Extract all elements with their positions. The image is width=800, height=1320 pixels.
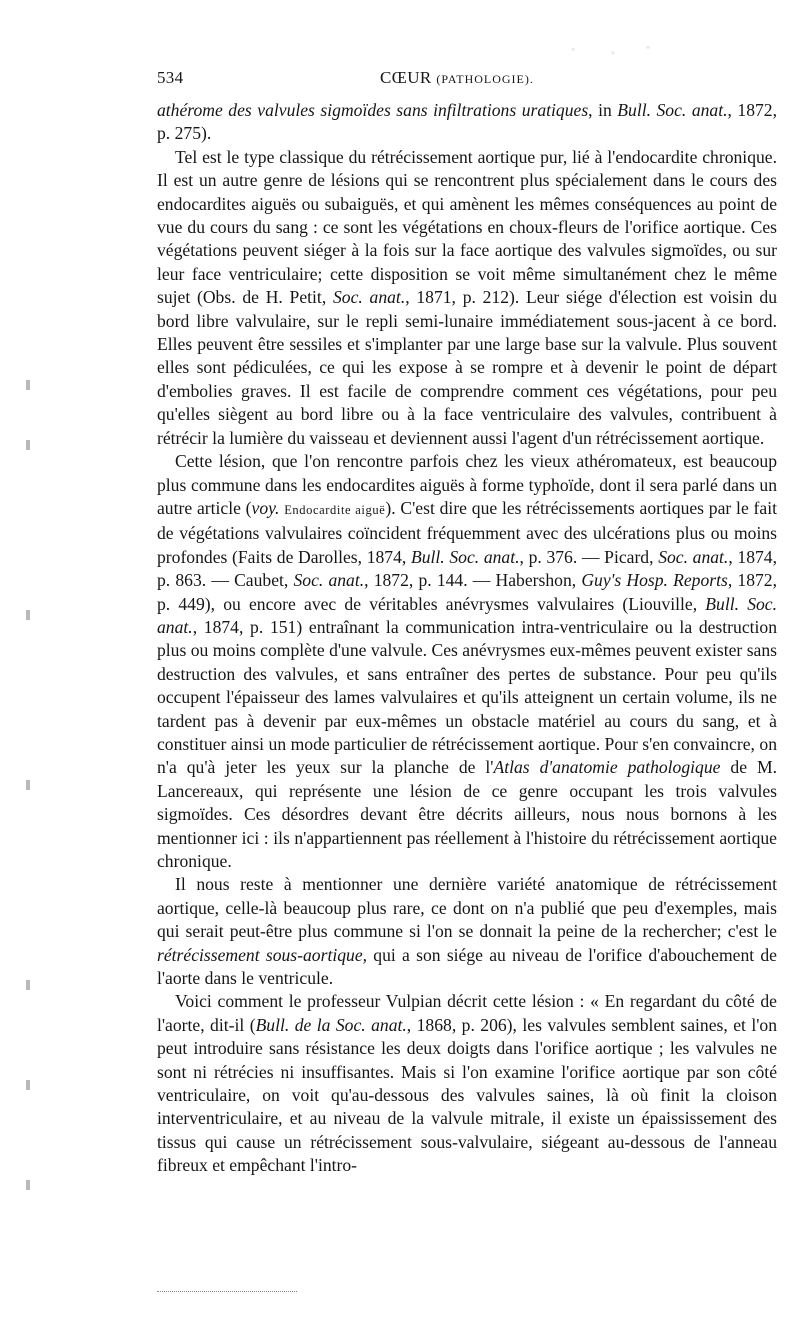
- running-head-title: CŒUR: [380, 68, 432, 87]
- page-header: [157, 68, 777, 94]
- citation-title: Atlas d'anatomie pathologique: [493, 757, 721, 778]
- paragraph-vulpian: [157, 990, 777, 1177]
- scan-mark: [26, 440, 30, 450]
- scan-mark: [26, 780, 30, 790]
- citation-title: Soc. anat.: [293, 570, 365, 591]
- body-text: [157, 99, 777, 1178]
- text-span: Tel est le type classique du rétrécissement aortique pur, lié à l'endocardite chronique. Il est un autre genre de lésions qui se rencontrent plus spécialement dans le cours des endocardites aiguës ou subaiguës, et qui amènent les mêmes conséquences au point de vue du cours du sang : ce sont les végétations en choux-fleurs de l'orifice aortique. Ces végétations peuvent siéger à la fois sur la face aortique des valvules sigmoïdes, ou sur leur face ventriculaire; cette disposition se voit même simultanément chez le même sujet (Obs. de H. Petit,: [157, 146, 777, 308]
- scan-mark: [26, 380, 30, 390]
- text-span: , 1874, p. 863. — Caubet,: [157, 546, 777, 591]
- citation-title: Bull. Soc. anat.: [617, 100, 728, 120]
- text-span: athérome des valvules sigmoïdes sans infiltrations uratiques: [157, 100, 589, 120]
- text-span: , in: [588, 100, 618, 120]
- paragraph-continuation: [157, 99, 777, 146]
- paragraph-lesion: [157, 450, 777, 873]
- text-span: , 1872, p. 275).: [157, 100, 777, 144]
- paragraph-sous-aortique: [157, 873, 777, 990]
- citation-title: Soc. anat.: [658, 546, 729, 567]
- citation-title: Bull. Soc. anat.: [157, 593, 777, 637]
- text-span: , 1871, p. 212). Leur siége d'élection est voisin du bord libre valvulaire, sur le repli semi-lunaire immédiatement sous-jacent à ce bord. Elles peuvent être sessiles et s'implanter par une large base sur la valvule. Plus souvent elles sont pédiculées, ce qui les expose à se rompre et à devenir le point de départ d'embolies graves. Il est facile de comprendre comment ces végétations, pour peu qu'elles siègent au bord libre ou à la face ventriculaire des valvules, contribuent à rétrécir la lumière du vaisseau et deviennent aussi l'agent d'un rétrécissement aortique.: [157, 287, 777, 448]
- citation-title: Bull. de la Soc. anat.: [255, 1014, 407, 1035]
- running-head-subtitle: (PATHOLOGIE).: [436, 72, 534, 86]
- cross-reference: Endocardite aiguë: [284, 502, 386, 517]
- text-span: ). C'est dire que les rétrécissements aortiques par le fait de végétations valvulaires coïncident fréquemment avec des ulcérations plus ou moins profondes (Faits de Darolles, 1874,: [157, 497, 777, 567]
- citation-title: Guy's Hosp. Reports: [581, 570, 728, 591]
- text-span: , qui a son siége au niveau de l'orifice d'abouchement de l'aorte dans le ventricule.: [157, 944, 777, 989]
- scan-speck: [560, 42, 670, 60]
- scan-mark: [26, 980, 30, 990]
- text-span: , 1868, p. 206), les valvules semblent saines, et l'on peut introduire sans résistance les deux doigts dans l'orifice aortique ; les valvules ne sont ni rétrécies ni insuffisantes. Mais si l'on examine l'orifice aortique par son côté ventriculaire, on voit qu'au-dessous des valvules saines, là où finit la cloison interventriculaire, et au niveau de la valvule mitrale, il existe un épaississement des tissus qui cause un rétrécissement sous-valvulaire, siégeant au-dessous de l'anneau fibreux et empêchant l'intro-: [157, 1014, 777, 1176]
- scan-mark: [26, 1180, 30, 1190]
- text-span: de M. Lancereaux, qui représente une lésion de ce genre occupant les trois valvules sigmoïdes. Ces désordres devant être décrits ailleurs, nous nous bornons à les mentionner ici : ils n'appartiennent pas réellement à l'histoire du rétrécissement aortique chronique.: [157, 757, 778, 871]
- citation-title: Bull. Soc. anat.: [410, 546, 520, 567]
- text-span: , 1874, p. 151) entraînant la communication intra-ventriculaire ou la destruction plus ou moins complète d'une valvule. Ces anévrysmes eux-mêmes peuvent exister sans destruction des valvules, et sans entraîner des pertes de substance. Pour peu qu'ils occupent l'épaisseur des lames valvulaires et qu'ils atteignent un certain volume, ils ne tardent pas à devenir par eux-mêmes un obstacle matériel au cours du sang, et à constituer ainsi un mode particulier de rétrécissement aortique. Pour s'en convaincre, on n'a qu'à jeter les yeux sur la planche de l': [157, 616, 777, 778]
- scan-margin-marks: [26, 380, 40, 1280]
- text-span: , 1872, p. 144. — Habershon,: [364, 570, 582, 591]
- footer-rule: [157, 1291, 297, 1292]
- text-span: Il nous reste à mentionner une dernière variété anatomique de rétrécissement aortique, celle-là beaucoup plus rare, ce dont on n'a publié que peu d'exemples, mais qui serait peut-être plus commune si l'on se donnait la peine de la rechercher; c'est le: [157, 874, 777, 942]
- text-span: , 1872, p. 449), ou encore avec de véritables anévrysmes valvulaires (Liouville,: [157, 570, 777, 614]
- running-head: [380, 68, 534, 88]
- scan-mark: [26, 1080, 30, 1090]
- term-emphasis: rétrécissement sous-aortique: [157, 944, 363, 965]
- citation-title: Soc. anat.: [332, 287, 406, 308]
- text-span: , p. 376. — Picard,: [519, 546, 659, 567]
- page-number: 534: [157, 68, 184, 87]
- text-span: voy.: [251, 497, 280, 518]
- text-span: Cette lésion, que l'on rencontre parfois chez les vieux athéromateux, est beaucoup plus commune dans les endocardites aiguës à forme typhoïde, dont il sera parlé dans un autre article (: [157, 451, 777, 518]
- text-span: Voici comment le professeur Vulpian décrit cette lésion : « En regardant du côté de l'aorte, dit-il (: [157, 991, 777, 1035]
- scan-mark: [26, 610, 30, 620]
- paragraph-vegetations: [157, 146, 777, 450]
